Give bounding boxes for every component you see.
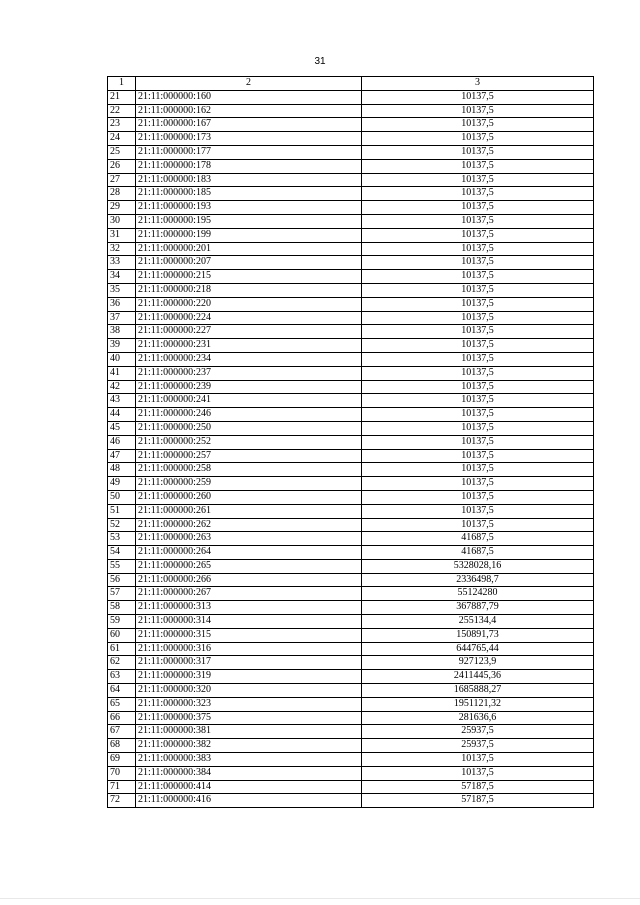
- table-row: [108, 642, 594, 656]
- table-row: [108, 656, 594, 670]
- value-cell: 2336498,7: [362, 573, 594, 587]
- table-row: [108, 628, 594, 642]
- value-cell: 41687,5: [362, 546, 594, 560]
- value-cell: 10137,5: [362, 145, 594, 159]
- table-row: [108, 242, 594, 256]
- row-number-cell: 42: [108, 380, 136, 394]
- table-row: [108, 366, 594, 380]
- row-number-cell: 59: [108, 615, 136, 629]
- cadastral-number-cell: 21:11:000000:160: [136, 90, 362, 104]
- row-number-cell: 30: [108, 214, 136, 228]
- cadastral-number-cell: 21:11:000000:259: [136, 477, 362, 491]
- value-cell: 10137,5: [362, 228, 594, 242]
- row-number-cell: 65: [108, 697, 136, 711]
- table-row: [108, 739, 594, 753]
- cadastral-number-cell: 21:11:000000:193: [136, 201, 362, 215]
- cadastral-number-cell: 21:11:000000:375: [136, 711, 362, 725]
- table-row: [108, 270, 594, 284]
- value-cell: 927123,9: [362, 656, 594, 670]
- cadastral-number-cell: 21:11:000000:267: [136, 587, 362, 601]
- row-number-cell: 23: [108, 118, 136, 132]
- row-number-cell: 68: [108, 739, 136, 753]
- cadastral-number-cell: 21:11:000000:241: [136, 394, 362, 408]
- cadastral-number-cell: 21:11:000000:199: [136, 228, 362, 242]
- table-row: [108, 532, 594, 546]
- cadastral-number-cell: 21:11:000000:201: [136, 242, 362, 256]
- value-cell: 10137,5: [362, 159, 594, 173]
- row-number-cell: 71: [108, 780, 136, 794]
- table-row: [108, 118, 594, 132]
- value-cell: 10137,5: [362, 490, 594, 504]
- row-number-cell: 27: [108, 173, 136, 187]
- value-cell: 10137,5: [362, 463, 594, 477]
- cadastral-number-cell: 21:11:000000:162: [136, 104, 362, 118]
- table-row: [108, 766, 594, 780]
- cadastral-number-cell: 21:11:000000:264: [136, 546, 362, 560]
- value-cell: 10137,5: [362, 311, 594, 325]
- row-number-cell: 58: [108, 601, 136, 615]
- value-cell: 10137,5: [362, 325, 594, 339]
- value-cell: 10137,5: [362, 283, 594, 297]
- row-number-cell: 32: [108, 242, 136, 256]
- cadastral-number-cell: 21:11:000000:185: [136, 187, 362, 201]
- table-row: [108, 256, 594, 270]
- row-number-cell: 22: [108, 104, 136, 118]
- row-number-cell: 52: [108, 518, 136, 532]
- value-cell: 10137,5: [362, 242, 594, 256]
- table-row: [108, 380, 594, 394]
- table-row: [108, 449, 594, 463]
- value-cell: 5328028,16: [362, 559, 594, 573]
- row-number-cell: 57: [108, 587, 136, 601]
- cadastral-number-cell: 21:11:000000:220: [136, 297, 362, 311]
- cadastral-number-cell: 21:11:000000:320: [136, 684, 362, 698]
- value-cell: 255134,4: [362, 615, 594, 629]
- data-table: [107, 76, 594, 808]
- cadastral-number-cell: 21:11:000000:261: [136, 504, 362, 518]
- table-row: [108, 794, 594, 808]
- value-cell: 10137,5: [362, 173, 594, 187]
- row-number-cell: 56: [108, 573, 136, 587]
- cadastral-number-cell: 21:11:000000:215: [136, 270, 362, 284]
- table-row: [108, 587, 594, 601]
- row-number-cell: 55: [108, 559, 136, 573]
- value-cell: 10137,5: [362, 339, 594, 353]
- table-row: [108, 339, 594, 353]
- table-row: [108, 490, 594, 504]
- value-cell: 10137,5: [362, 214, 594, 228]
- value-cell: 10137,5: [362, 504, 594, 518]
- table-row: [108, 352, 594, 366]
- row-number-cell: 48: [108, 463, 136, 477]
- value-cell: 10137,5: [362, 256, 594, 270]
- cadastral-number-cell: 21:11:000000:381: [136, 725, 362, 739]
- value-cell: 281636,6: [362, 711, 594, 725]
- row-number-cell: 47: [108, 449, 136, 463]
- row-number-cell: 33: [108, 256, 136, 270]
- value-cell: 10137,5: [362, 104, 594, 118]
- value-cell: 10137,5: [362, 421, 594, 435]
- row-number-cell: 34: [108, 270, 136, 284]
- table-row: [108, 601, 594, 615]
- table-row: [108, 201, 594, 215]
- row-number-cell: 49: [108, 477, 136, 491]
- table-row: [108, 408, 594, 422]
- table-row: [108, 780, 594, 794]
- cadastral-number-cell: 21:11:000000:250: [136, 421, 362, 435]
- cadastral-number-cell: 21:11:000000:227: [136, 325, 362, 339]
- value-cell: 10137,5: [362, 118, 594, 132]
- row-number-cell: 45: [108, 421, 136, 435]
- table-row: [108, 297, 594, 311]
- row-number-cell: 39: [108, 339, 136, 353]
- value-cell: 150891,73: [362, 628, 594, 642]
- value-cell: 10137,5: [362, 753, 594, 767]
- table-row: [108, 546, 594, 560]
- value-cell: 57187,5: [362, 794, 594, 808]
- cadastral-number-cell: 21:11:000000:265: [136, 559, 362, 573]
- row-number-cell: 66: [108, 711, 136, 725]
- table-row: [108, 518, 594, 532]
- table-body: [108, 90, 594, 807]
- row-number-cell: 38: [108, 325, 136, 339]
- cadastral-number-cell: 21:11:000000:384: [136, 766, 362, 780]
- cadastral-number-cell: 21:11:000000:167: [136, 118, 362, 132]
- value-cell: 25937,5: [362, 739, 594, 753]
- row-number-cell: 62: [108, 656, 136, 670]
- table-row: [108, 435, 594, 449]
- value-cell: 1951121,32: [362, 697, 594, 711]
- row-number-cell: 31: [108, 228, 136, 242]
- cadastral-number-cell: 21:11:000000:416: [136, 794, 362, 808]
- cadastral-number-cell: 21:11:000000:414: [136, 780, 362, 794]
- page-edge-divider: [0, 898, 640, 899]
- cadastral-number-cell: 21:11:000000:260: [136, 490, 362, 504]
- cadastral-number-cell: 21:11:000000:258: [136, 463, 362, 477]
- value-cell: 1685888,27: [362, 684, 594, 698]
- cadastral-number-cell: 21:11:000000:263: [136, 532, 362, 546]
- column-header-1: 1: [108, 77, 136, 91]
- row-number-cell: 21: [108, 90, 136, 104]
- cadastral-number-cell: 21:11:000000:177: [136, 145, 362, 159]
- value-cell: 10137,5: [362, 352, 594, 366]
- table-row: [108, 697, 594, 711]
- cadastral-number-cell: 21:11:000000:234: [136, 352, 362, 366]
- row-number-cell: 64: [108, 684, 136, 698]
- table-row: [108, 283, 594, 297]
- value-cell: 10137,5: [362, 394, 594, 408]
- row-number-cell: 70: [108, 766, 136, 780]
- value-cell: 644765,44: [362, 642, 594, 656]
- row-number-cell: 29: [108, 201, 136, 215]
- table-row: [108, 559, 594, 573]
- table-row: [108, 711, 594, 725]
- cadastral-number-cell: 21:11:000000:382: [136, 739, 362, 753]
- row-number-cell: 26: [108, 159, 136, 173]
- row-number-cell: 25: [108, 145, 136, 159]
- value-cell: 10137,5: [362, 201, 594, 215]
- row-number-cell: 28: [108, 187, 136, 201]
- table-row: [108, 159, 594, 173]
- value-cell: 10137,5: [362, 380, 594, 394]
- value-cell: 10137,5: [362, 435, 594, 449]
- column-header-3: 3: [362, 77, 594, 91]
- row-number-cell: 72: [108, 794, 136, 808]
- value-cell: 10137,5: [362, 187, 594, 201]
- cadastral-number-cell: 21:11:000000:323: [136, 697, 362, 711]
- row-number-cell: 35: [108, 283, 136, 297]
- table-row: [108, 132, 594, 146]
- row-number-cell: 43: [108, 394, 136, 408]
- page-number: 31: [314, 56, 326, 67]
- cadastral-number-cell: 21:11:000000:319: [136, 670, 362, 684]
- value-cell: 10137,5: [362, 366, 594, 380]
- cadastral-number-cell: 21:11:000000:207: [136, 256, 362, 270]
- table-row: [108, 477, 594, 491]
- cadastral-number-cell: 21:11:000000:317: [136, 656, 362, 670]
- table-row: [108, 573, 594, 587]
- table-row: [108, 325, 594, 339]
- value-cell: 10137,5: [362, 408, 594, 422]
- value-cell: 10137,5: [362, 449, 594, 463]
- cadastral-number-cell: 21:11:000000:173: [136, 132, 362, 146]
- value-cell: 10137,5: [362, 766, 594, 780]
- value-cell: 2411445,36: [362, 670, 594, 684]
- cadastral-number-cell: 21:11:000000:266: [136, 573, 362, 587]
- row-number-cell: 41: [108, 366, 136, 380]
- row-number-cell: 36: [108, 297, 136, 311]
- cadastral-number-cell: 21:11:000000:239: [136, 380, 362, 394]
- value-cell: 10137,5: [362, 297, 594, 311]
- table-row: [108, 670, 594, 684]
- table-row: [108, 421, 594, 435]
- value-cell: 10137,5: [362, 518, 594, 532]
- table-row: [108, 394, 594, 408]
- cadastral-number-cell: 21:11:000000:314: [136, 615, 362, 629]
- column-header-2: 2: [136, 77, 362, 91]
- row-number-cell: 46: [108, 435, 136, 449]
- table-row: [108, 214, 594, 228]
- value-cell: 10137,5: [362, 90, 594, 104]
- value-cell: 10137,5: [362, 270, 594, 284]
- row-number-cell: 24: [108, 132, 136, 146]
- cadastral-number-cell: 21:11:000000:224: [136, 311, 362, 325]
- row-number-cell: 40: [108, 352, 136, 366]
- cadastral-number-cell: 21:11:000000:183: [136, 173, 362, 187]
- value-cell: 10137,5: [362, 477, 594, 491]
- cadastral-number-cell: 21:11:000000:246: [136, 408, 362, 422]
- cadastral-number-cell: 21:11:000000:315: [136, 628, 362, 642]
- row-number-cell: 63: [108, 670, 136, 684]
- table-row: [108, 615, 594, 629]
- value-cell: 55124280: [362, 587, 594, 601]
- row-number-cell: 60: [108, 628, 136, 642]
- value-cell: 25937,5: [362, 725, 594, 739]
- cadastral-number-cell: 21:11:000000:237: [136, 366, 362, 380]
- cadastral-number-cell: 21:11:000000:252: [136, 435, 362, 449]
- value-cell: 57187,5: [362, 780, 594, 794]
- cadastral-number-cell: 21:11:000000:178: [136, 159, 362, 173]
- cadastral-number-cell: 21:11:000000:316: [136, 642, 362, 656]
- table-row: [108, 753, 594, 767]
- value-cell: 367887,79: [362, 601, 594, 615]
- cadastral-number-cell: 21:11:000000:195: [136, 214, 362, 228]
- row-number-cell: 50: [108, 490, 136, 504]
- table-row: [108, 173, 594, 187]
- value-cell: 41687,5: [362, 532, 594, 546]
- table-row: [108, 504, 594, 518]
- table-row: [108, 187, 594, 201]
- cadastral-number-cell: 21:11:000000:262: [136, 518, 362, 532]
- table-row: [108, 90, 594, 104]
- table-row: [108, 725, 594, 739]
- value-cell: 10137,5: [362, 132, 594, 146]
- table-row: [108, 684, 594, 698]
- table-header-row: [108, 77, 594, 91]
- cadastral-number-cell: 21:11:000000:257: [136, 449, 362, 463]
- row-number-cell: 44: [108, 408, 136, 422]
- cadastral-number-cell: 21:11:000000:383: [136, 753, 362, 767]
- table-row: [108, 228, 594, 242]
- table-row: [108, 145, 594, 159]
- row-number-cell: 69: [108, 753, 136, 767]
- cadastral-number-cell: 21:11:000000:218: [136, 283, 362, 297]
- table-row: [108, 104, 594, 118]
- row-number-cell: 61: [108, 642, 136, 656]
- cadastral-number-cell: 21:11:000000:313: [136, 601, 362, 615]
- table-row: [108, 311, 594, 325]
- cadastral-number-cell: 21:11:000000:231: [136, 339, 362, 353]
- row-number-cell: 51: [108, 504, 136, 518]
- row-number-cell: 54: [108, 546, 136, 560]
- row-number-cell: 37: [108, 311, 136, 325]
- row-number-cell: 53: [108, 532, 136, 546]
- row-number-cell: 67: [108, 725, 136, 739]
- table-row: [108, 463, 594, 477]
